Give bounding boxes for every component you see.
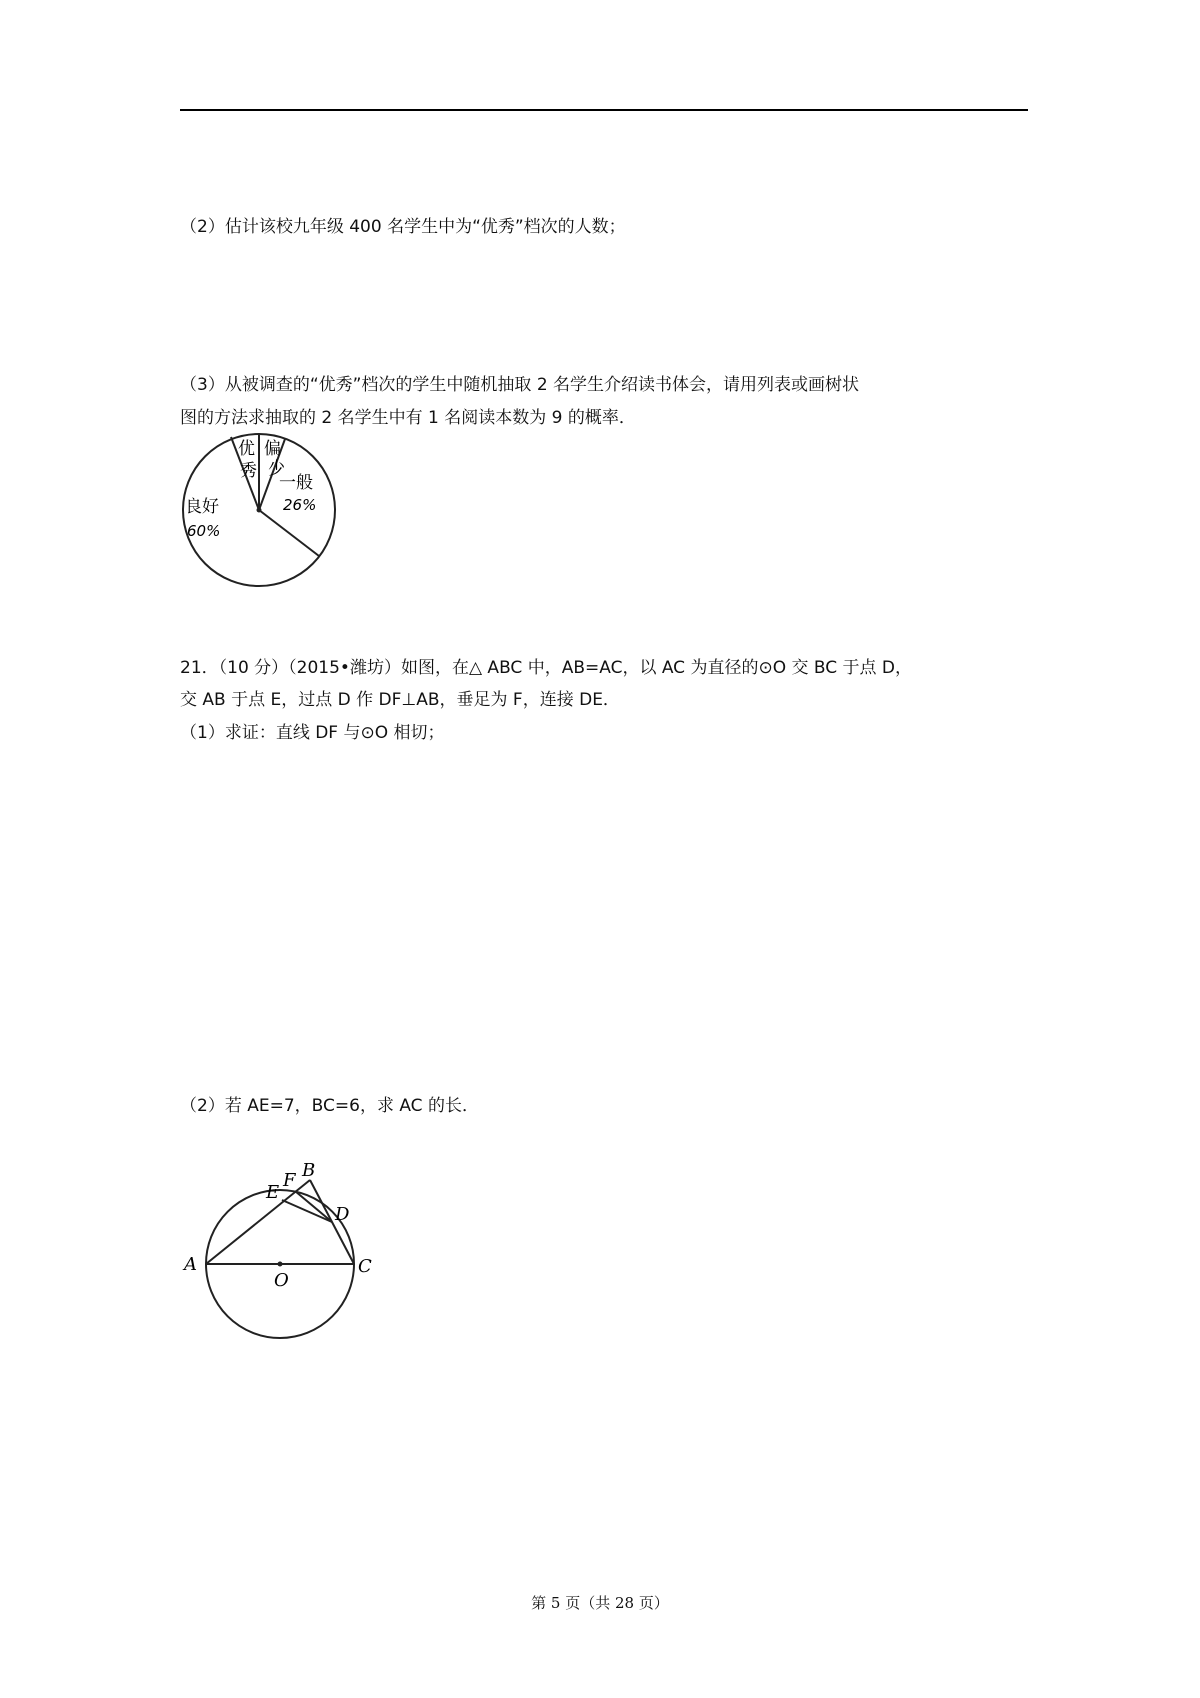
label-c: C [358,1256,372,1277]
q20-part3-line1: （3）从被调查的“优秀”档次的学生中随机抽取 2 名学生介绍读书体会，请用列表或画树状 [180,375,860,395]
page-footer: 第 5 页（共 28 页） [531,1594,669,1612]
slice-label-pian: 偏 [264,439,281,459]
slice-value-lianghao: 60% [187,522,221,540]
label-e: E [266,1182,280,1203]
q21-part2: （2）若 AE=7，BC=6，求 AC 的长． [180,1096,479,1116]
slice-label-lianghao: 良好 [185,497,219,517]
pie-chart [175,432,355,592]
label-d: D [335,1204,350,1225]
q21-part1: （1）求证：直线 DF 与⊙O 相切； [180,723,445,743]
q20-part2: （2）估计该校九年级 400 名学生中为“优秀”档次的人数； [180,217,626,237]
slice-label-yiban: 一般 [279,473,313,493]
label-o: O [274,1270,289,1291]
slice-value-yiban: 26% [283,496,317,514]
label-f: F [283,1170,296,1191]
label-a: A [184,1254,197,1275]
header-rule [180,109,1028,111]
slice-label-shao: 少 [268,459,285,479]
center-point [278,1262,283,1267]
slice-label-xiu: 秀 [240,461,257,481]
label-b: B [302,1160,316,1181]
q20-part3-line2: 图的方法求抽取的 2 名学生中有 1 名阅读本数为 9 的概率． [180,408,636,428]
pie-center [257,508,262,513]
geometry-figure [170,1120,390,1350]
q21-stem-line1: 21．（10 分）（2015•潍坊）如图，在△ ABC 中，AB=AC，以 AC 为直径的⊙O 交 BC 于点 D， [180,658,913,678]
q21-stem-line2: 交 AB 于点 E，过点 D 作 DF⊥AB，垂足为 F，连接 DE． [180,690,620,710]
pie-divider-4 [259,510,319,556]
slice-label-you: 优 [238,439,255,459]
segment-de [282,1200,332,1222]
